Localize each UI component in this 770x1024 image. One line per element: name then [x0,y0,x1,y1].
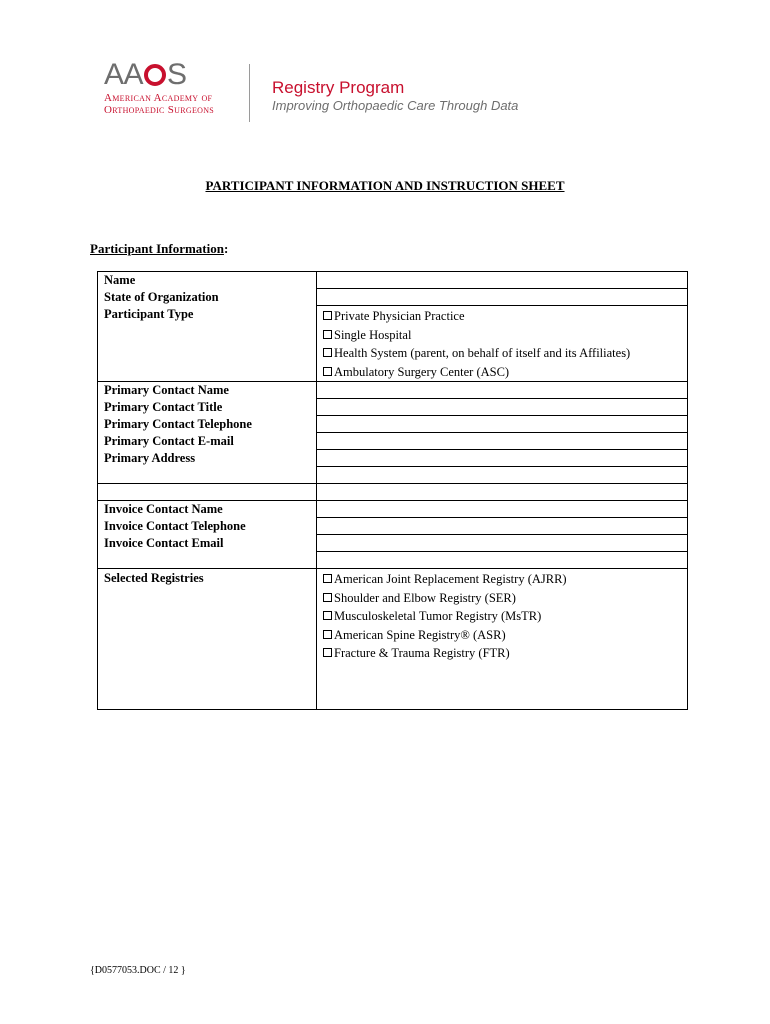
field-label-invoice-contact-telephone: Invoice Contact Telephone [104,519,246,533]
primary-address-line3-input-cell[interactable] [317,484,688,501]
name-input-cell[interactable] [317,272,688,289]
option-health-system[interactable] [323,344,681,363]
checkbox-icon[interactable] [323,348,332,357]
option-label: Fracture & Trauma Registry (FTR) [334,646,510,660]
participant-info-table [97,271,688,710]
logo-tagline: Improving Orthopaedic Care Through Data [272,98,519,113]
field-label-primary-address: Primary Address [104,451,196,465]
option-private-physician-practice[interactable] [323,307,681,326]
option-label: Shoulder and Elbow Registry (SER) [334,590,516,605]
label-cell [98,272,317,382]
option-asr[interactable] [323,626,681,645]
table-row [98,484,688,501]
option-label: Ambulatory Surgery Center (ASC) [334,364,510,379]
section-heading [90,241,228,257]
document-title: PARTICIPANT INFORMATION AND INSTRUCTION SHEET [205,178,565,193]
logo-program-name: Registry Program [272,78,405,97]
checkbox-icon[interactable] [323,311,332,320]
primary-contact-title-input-cell[interactable] [317,399,688,416]
invoice-contact-name-input-cell[interactable] [317,501,688,518]
aaos-logo [104,60,524,126]
option-label: American Joint Replacement Registry (AJRR) [334,572,567,586]
field-label-participant-type: Participant Type [104,307,194,321]
option-ftr[interactable] [323,644,681,663]
field-label-selected-registries: Selected Registries [104,571,204,585]
primary-address-input-cell[interactable] [317,450,688,467]
option-label: American Spine Registry® (ASR) [334,627,506,642]
option-ambulatory-surgery-center[interactable] [323,363,681,382]
section-heading-text: Participant Information [90,241,224,256]
logo-org-name [104,92,214,116]
primary-address-line2-input-cell[interactable] [317,467,688,484]
logo-wordmark [104,60,187,90]
label-cell [98,501,317,569]
checkbox-icon[interactable] [323,367,332,376]
option-label: Private Physician Practice [334,309,465,323]
logo-org-line2: Orthopaedic Surgeons [104,104,215,116]
table-row [98,569,688,710]
primary-contact-name-input-cell[interactable] [317,382,688,399]
invoice-extra-input-cell[interactable] [317,552,688,569]
checkbox-icon[interactable] [323,648,332,657]
invoice-contact-email-input-cell[interactable] [317,535,688,552]
field-label-invoice-contact-email: Invoice Contact Email [104,536,224,550]
primary-contact-telephone-input-cell[interactable] [317,416,688,433]
checkbox-icon[interactable] [323,593,332,602]
checkbox-icon[interactable] [323,330,332,339]
registry-options [317,569,688,710]
field-label-primary-contact-telephone: Primary Contact Telephone [104,417,252,431]
option-ser[interactable] [323,589,681,608]
label-cell [98,569,317,710]
field-label-name: Name [104,273,136,287]
logo-wordmark-prefix: AA [104,58,144,91]
state-input-cell[interactable] [317,289,688,306]
logo-ring-icon [144,64,166,86]
checkbox-icon[interactable] [323,630,332,639]
logo-wordmark-suffix: S [167,58,187,91]
field-label-state: State of Organization [104,290,219,304]
field-label-primary-contact-title: Primary Contact Title [104,400,223,414]
logo-org-line1: American Academy of [104,92,213,104]
table-row [98,501,688,518]
table-row [98,272,688,289]
document-footer: {D0577053.DOC / 12 } [90,965,186,976]
checkbox-icon[interactable] [323,574,332,583]
option-label: Single Hospital [334,327,412,342]
participant-type-options [317,306,688,382]
field-label-primary-contact-name: Primary Contact Name [104,383,229,397]
field-label-primary-contact-email: Primary Contact E-mail [104,434,234,448]
option-label: Musculoskeletal Tumor Registry (MsTR) [334,609,542,623]
table-row [98,382,688,399]
option-single-hospital[interactable] [323,326,681,345]
logo-divider [249,64,250,122]
primary-contact-email-input-cell[interactable] [317,433,688,450]
checkbox-icon[interactable] [323,611,332,620]
invoice-contact-telephone-input-cell[interactable] [317,518,688,535]
option-ajrr[interactable] [323,570,681,589]
blank-label-cell [98,484,317,501]
section-heading-colon: : [223,241,229,256]
field-label-invoice-contact-name: Invoice Contact Name [104,502,223,516]
option-mstr[interactable] [323,607,681,626]
option-label: Health System (parent, on behalf of itself and its Affiliates) [334,346,631,360]
label-cell [98,382,317,484]
